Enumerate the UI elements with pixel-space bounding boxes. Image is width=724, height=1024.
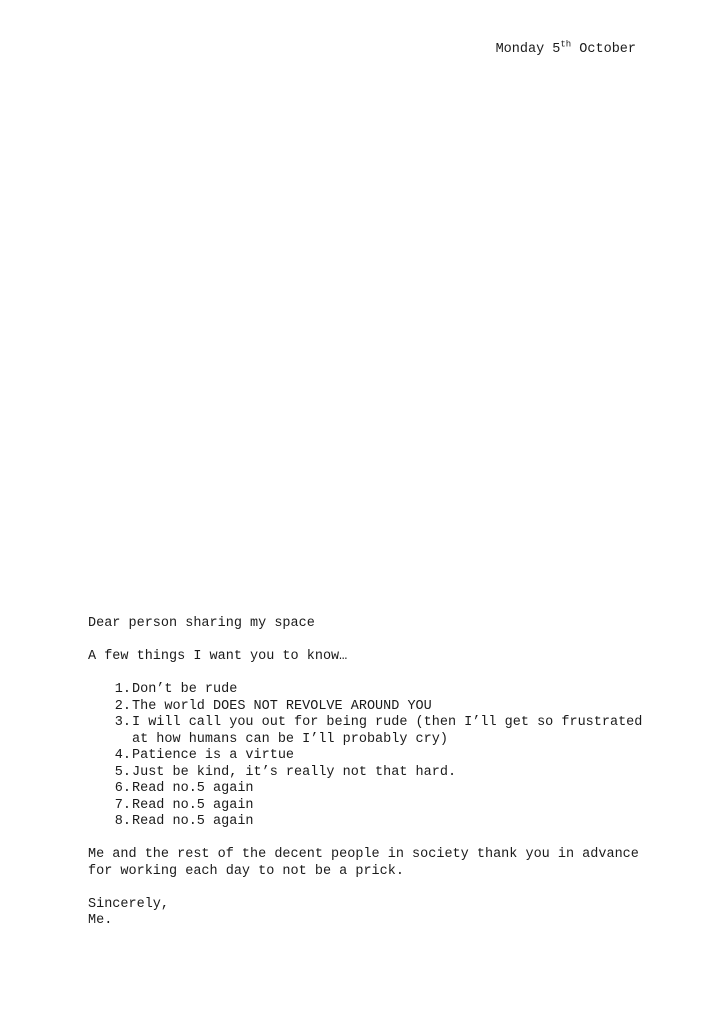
date-month: October xyxy=(571,42,636,57)
list-item xyxy=(88,682,648,699)
closing-paragraph: Me and the rest of the decent people in society thank you in advance for working each day to not be a prick. xyxy=(88,847,647,879)
list-item xyxy=(88,765,648,782)
list-item-number: 1. xyxy=(114,682,131,697)
list-item-text: Don’t be rude xyxy=(132,682,238,697)
list-item xyxy=(88,715,648,748)
signature: Me. xyxy=(88,913,113,928)
list-item-number: 3. xyxy=(114,715,131,730)
list-item-text: Read no.5 again xyxy=(132,814,254,829)
numbered-list xyxy=(88,682,648,831)
list-item-number: 5. xyxy=(114,764,131,780)
list-item xyxy=(88,699,648,716)
list-item-text: Just be kind, it’s really not that hard. xyxy=(132,764,457,780)
signoff-block xyxy=(88,897,648,930)
list-item-text: The world DOES NOT REVOLVE AROUND YOU xyxy=(132,698,432,714)
list-item xyxy=(88,781,648,798)
letter-body xyxy=(88,616,648,930)
list-item-text: Read no.5 again xyxy=(132,797,254,813)
list-item-number: 8. xyxy=(114,814,131,829)
greeting: Dear person sharing my space xyxy=(88,616,315,631)
list-item-text: Read no.5 again xyxy=(132,781,254,796)
list-item-number: 6. xyxy=(114,781,131,796)
date-ordinal-suffix: th xyxy=(560,39,572,50)
date-day: Monday 5 xyxy=(495,42,561,57)
letter-date xyxy=(496,41,636,59)
list-item-text: I will call you out for being rude (then I’ll get so frustrated at how humans can be I’ll probably cry) xyxy=(132,715,643,747)
signoff: Sincerely, xyxy=(88,896,170,912)
list-item xyxy=(88,748,648,765)
intro-line: A few things I want you to know… xyxy=(88,649,348,664)
list-item-number: 7. xyxy=(114,797,131,813)
list-item xyxy=(88,814,648,831)
list-item-text: Patience is a virtue xyxy=(132,748,295,763)
list-item-number: 4. xyxy=(114,748,131,763)
list-item xyxy=(88,798,648,815)
list-item-number: 2. xyxy=(114,698,131,714)
